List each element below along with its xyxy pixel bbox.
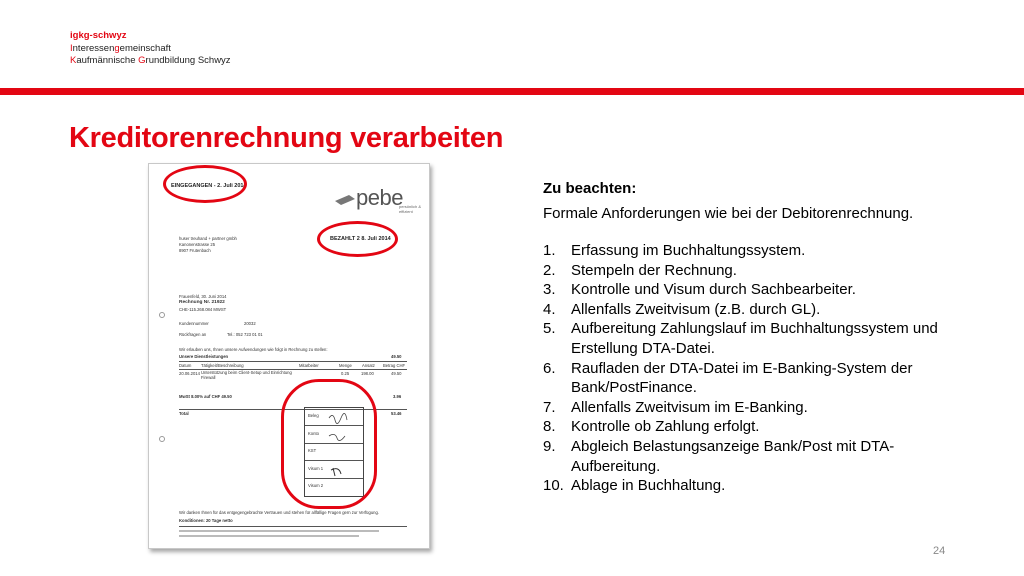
box-label-kst: KST [308,448,317,453]
step-item: 3. Kontrolle und Visum durch Sachbearbeiter. [543,281,856,299]
col-quantity: Menge [339,363,352,368]
table-rule [179,361,407,362]
step-item: 5. Aufbereitung Zahlungslauf im Buchhaltungssystem und Erstellung DTA-Datei. [543,320,938,357]
step-item: 4. Allenfalls Zweitvisum (z.B. durch GL). [543,300,821,318]
contact-label: Rückfragen an [179,332,207,337]
step-item: 1. Erfassung im Buchhaltungssystem. [543,242,806,259]
col-amount: Betrag CHF [383,363,406,368]
vat-amount: 3.96 [393,394,402,399]
box-label-beleg: Beleg [308,413,319,418]
org-name: igkg-schwyz [70,30,127,41]
invoice-intro: Wir erlauben uns, Ihnen unsere Aufwendungen wie folgt in Rechnung zu stellen: [179,347,328,352]
slide-title: Kreditorenrechnung verarbeiten [69,122,504,154]
services-amount: 49.50 [391,354,402,359]
col-date: Datum [179,363,192,368]
row-amount: 49.50 [391,371,402,376]
step-item: 9. Abgleich Belastungsanzeige Bank/Post mit DTA-Aufbereitung. [543,437,895,475]
row-rate: 198.00 [361,371,374,376]
step-item: 10. Ablage in Buchhaltung. [543,477,726,495]
highlight-control-box [281,379,377,509]
steps-list [543,241,983,496]
row-date: 20.06.2014 [179,371,200,376]
org-line-1: Interessengemeinschaft [70,42,171,54]
logo-mark-icon [335,193,359,207]
header-divider-bar [0,88,1024,95]
notes-subheading: Formale Anforderungen wie bei der Debitorenrechnung. [543,205,914,222]
payment-terms: Konditionen: 20 Tage netto [179,518,233,523]
footer-text-block [179,535,359,537]
highlight-paid-stamp [317,221,398,257]
customer-number: 20032 [244,321,256,326]
step-item: 8. Kontrolle ob Zahlung erfolgt. [543,418,760,436]
box-label-visum-2: Visum 2 [308,483,324,488]
customer-label: Kundennummer [179,321,209,326]
total-label: Total [179,411,189,416]
logo-tagline: persönlich & effizient [399,204,422,214]
recipient-line-1: huser treuhand + partner gmbh [179,236,237,241]
recipient-line-2: Kanonenstrasse 25 [179,242,216,247]
footer-rule [179,526,407,527]
notes-heading: Zu beachten: [543,180,637,197]
recipient-line-3: 8907 Frutenbach [179,248,211,253]
paid-stamp: BEZAHLT 2 8. Juli 2014 [330,236,391,242]
place-date: Frauenfeld, 30. Juni 2014 [179,294,227,299]
step-item: 7. Allenfalls Zweitvisum im E-Banking. [543,398,808,416]
footer-text-block [179,530,379,532]
step-item: 6. Raufladen der DTA-Datei im E-Banking-System der Bank/PostFinance. [543,359,913,397]
page-number: 24 [933,545,946,557]
col-description: Tätigkeit/Beschreibung [201,363,244,368]
box-label-visum-1: Visum 1 [308,466,324,471]
punch-mark [159,436,165,442]
org-header [70,30,231,68]
row-description: Unterstützung beim Client-Setup und Einrichtung Firewall [201,370,292,380]
vat-number: CHE-115.268.084 MWST [179,307,227,312]
pebe-logo: pebe [356,185,403,210]
total-amount: 53.46 [391,411,402,416]
thanks-note: Wir danken Ihnen für das entgegengebrachte Vertrauen und stehen für allfällige Fragen gern zur Verfügung. [179,510,379,515]
col-staff: Mitarbeiter [299,363,319,368]
punch-mark [159,312,165,318]
row-quantity: 0.25 [341,371,350,376]
step-item: 2. Stempeln der Rechnung. [543,261,737,279]
invoice-number: Rechnung Nr. 21922 [179,300,225,305]
highlight-received-stamp [163,165,247,203]
col-rate: Ansatz [362,363,375,368]
received-stamp: EINGEGANGEN - 2. Juli 2014 [171,183,247,189]
org-line-2: Kaufmännische Grundbildung Schwyz [70,55,231,66]
box-label-konto: Konto [308,431,319,436]
contact-value: Tel.: 052 723 01 01 [227,332,263,337]
services-heading: Unsere Dienstleistungen [179,354,229,359]
vat-line: MwSt 8.00% auf CHF 49.50 [179,394,232,399]
